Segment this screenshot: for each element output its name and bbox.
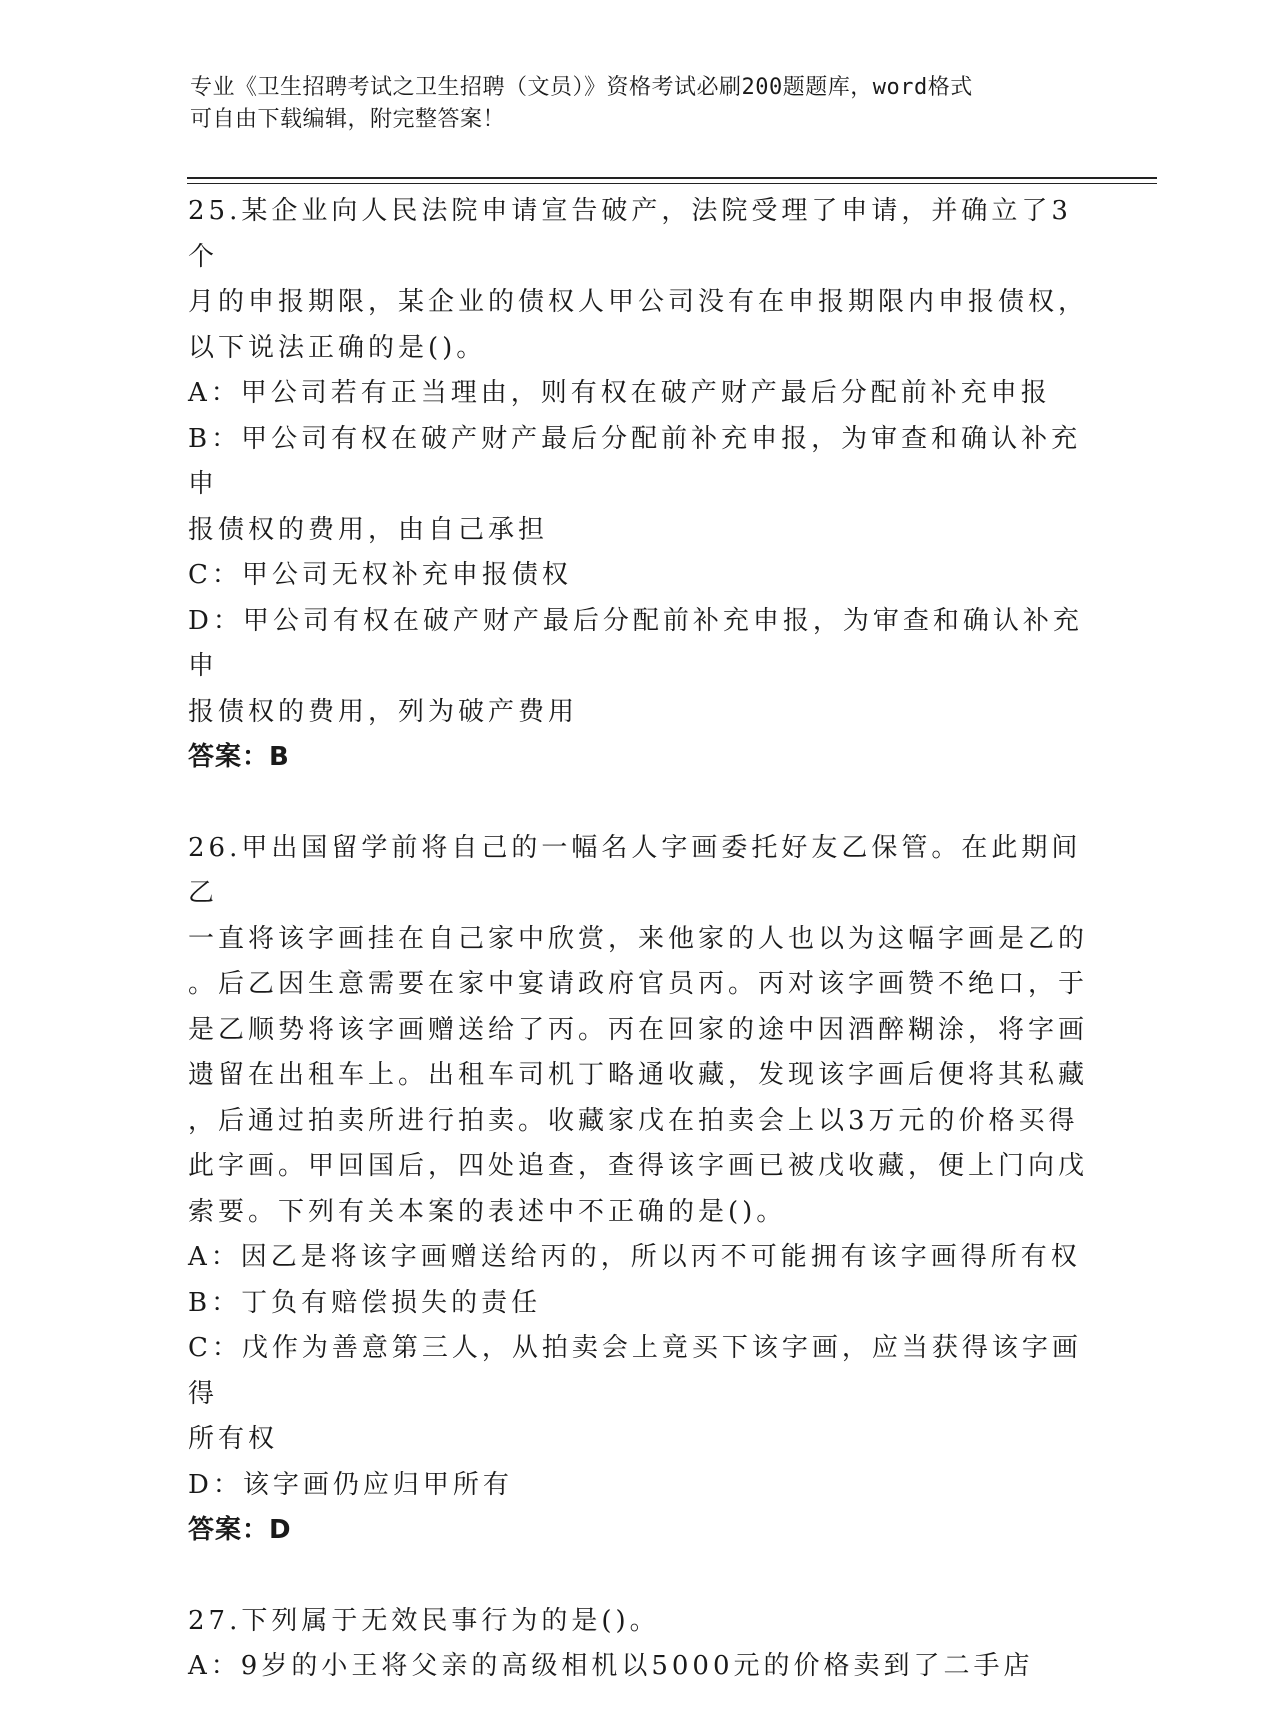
header-line: 专业《卫生招聘考试之卫生招聘（文员）》资格考试必刷200题题库，word格式 bbox=[190, 75, 973, 100]
question-stem-line: 此字画。甲回国后，四处追查，查得该字画已被戊收藏，便上门向戊 bbox=[188, 1151, 1089, 1181]
answer: 答案：B bbox=[188, 742, 290, 772]
option-d: D：该字画仍应归甲所有 bbox=[188, 1469, 513, 1500]
question-stem-line: 索要。下列有关本案的表述中不正确的是()。 bbox=[188, 1196, 787, 1227]
option-d-continued: 报债权的费用，列为破产费用 bbox=[188, 696, 579, 727]
question-list bbox=[188, 189, 1088, 1735]
question-stem-line: 以下说法正确的是()。 bbox=[188, 332, 487, 363]
answer: 答案：D bbox=[188, 1515, 292, 1545]
question-27 bbox=[188, 1599, 1088, 1690]
header-divider bbox=[187, 177, 1157, 179]
question-stem-line: ，后通过拍卖所进行拍卖。收藏家戊在拍卖会上以3万元的价格买得 bbox=[188, 1105, 1079, 1136]
option-a: A：因乙是将该字画赠送给丙的，所以丙不可能拥有该字画得所有权 bbox=[188, 1242, 1081, 1272]
option-d: D：甲公司有权在破产财产最后分配前补充申报，为审查和确认补充申 bbox=[188, 605, 1083, 681]
option-b-continued: 报债权的费用，由自己承担 bbox=[188, 514, 549, 545]
question-stem-line: 是乙顺势将该字画赠送给了丙。丙在回家的途中因酒醉糊涂，将字画 bbox=[188, 1014, 1089, 1045]
question-stem-line: 27.下列属于无效民事行为的是()。 bbox=[188, 1605, 660, 1636]
option-b: B：甲公司有权在破产财产最后分配前补充申报，为审查和确认补充申 bbox=[188, 423, 1082, 499]
question-stem-line: 遗留在出租车上。出租车司机丁略通收藏，发现该字画后便将其私藏 bbox=[188, 1060, 1089, 1090]
question-stem-line: 26.甲出国留学前将自己的一幅名人字画委托好友乙保管。在此期间乙 bbox=[188, 832, 1082, 908]
option-b: B：丁负有赔偿损失的责任 bbox=[188, 1287, 542, 1318]
header-divider bbox=[187, 183, 1157, 184]
question-stem-line: 。后乙因生意需要在家中宴请政府官员丙。丙对该字画赞不绝口，于 bbox=[188, 969, 1089, 999]
question-stem-line: 月的申报期限，某企业的债权人甲公司没有在申报期限内申报债权， bbox=[188, 287, 1089, 317]
option-c-continued: 所有权 bbox=[188, 1424, 279, 1454]
document-header bbox=[190, 72, 1090, 136]
question-25 bbox=[188, 189, 1088, 781]
option-a: A：9岁的小王将父亲的高级相机以5000元的价格卖到了二手店 bbox=[188, 1651, 1034, 1681]
question-26 bbox=[188, 826, 1088, 1554]
header-line: 可自由下载编辑，附完整答案！ bbox=[190, 107, 506, 132]
option-c: C：甲公司无权补充申报债权 bbox=[188, 560, 572, 590]
question-stem-line: 25.某企业向人民法院申请宣告破产，法院受理了申请，并确立了3个 bbox=[188, 196, 1072, 272]
question-stem-line: 一直将该字画挂在自己家中欣赏，来他家的人也以为这幅字画是乙的 bbox=[188, 923, 1089, 954]
option-a: A：甲公司若有正当理由，则有权在破产财产最后分配前补充申报 bbox=[188, 378, 1051, 408]
option-c: C：戊作为善意第三人，从拍卖会上竟买下该字画，应当获得该字画得 bbox=[188, 1333, 1082, 1409]
